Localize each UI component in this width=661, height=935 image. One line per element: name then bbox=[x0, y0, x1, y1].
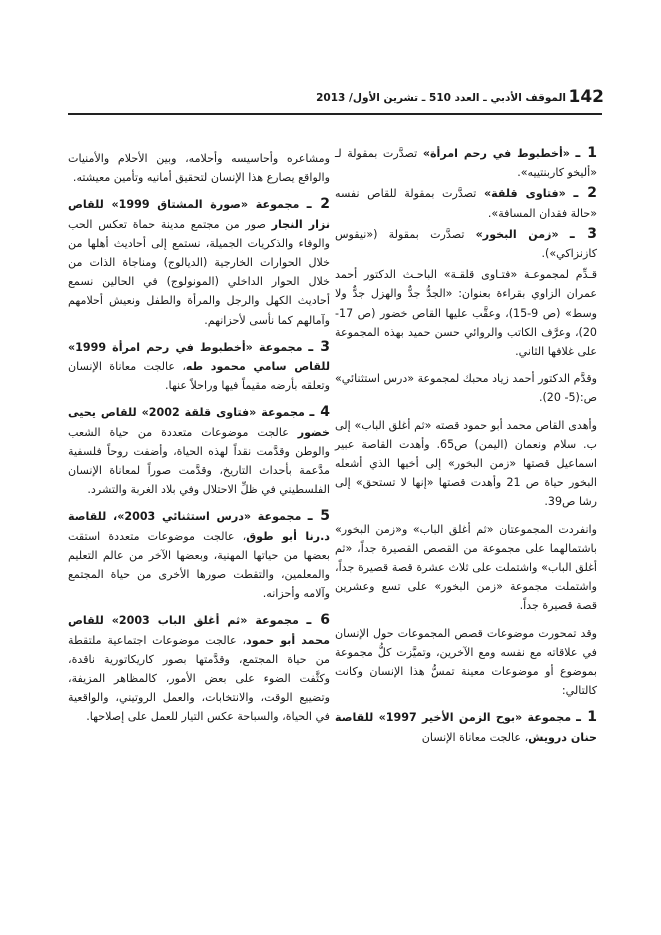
header-rule bbox=[68, 113, 602, 115]
list-item: 3 ـ مجموعة «أخطبوط في رحم امرأة 1999» للقاص سامي محمود طه، عالجت معاناة الإنسان وتعلقه بأرضه مقيماً فيها وراحلاً عنها. bbox=[68, 338, 330, 393]
paragraph: وقدَّم الدكتور أحمد زياد محبك لمجموعة «درس استثنائي» ص:(5- 20). bbox=[335, 372, 597, 405]
list-item: 4 ـ مجموعة «فتاوى قلقة 2002» للقاص يحيى خضور عالجت موضوعات متعددة من حياة الشعب والوطن وقدَّمت نقداً لهذه الحياة، وأضفت روحاً فلسفية مدَّعمة بأحداث التاريخ، وقدَّمت صوراً لمعاناة الإنسان الفلسطيني في ظلِّ الاحتلال وفي بلاد الغربة والتشرد. bbox=[68, 404, 331, 497]
list-item: 6 ـ مجموعة «ثم أغلق الباب 2003» للقاص محمد أبو حمود، عالجت موضوعات اجتماعية ملتقطة من حياة المجتمع، وقدَّمتها بصور كاريكاتورية ناقدة، وكثَّفت الضوء على بعض الأمور، كالمظاهر المزيفة، وتضييع الوقت، والانتخابات، والعمل الروتيني، والواقعية في الحياة، والسباحة عكس التيار للعمل على إصلاحها. bbox=[68, 612, 331, 724]
list-item: 2 ـ مجموعة «صورة المشتاق 1999» للقاص نزار النجار صور من مجتمع مدينة حماة تعكس الحب والوفاء والذكريات الجميلة، نستمع إلى أحاديث أهلها من خلال الحوارات الخارجية (الديالوج) ومناجاة الذات من خلال الحوار الداخلي (المونولوج) في الحالين نسمع أحاديث الكهل والرجل والمرأة والطفل ونعيش أحلامهم وآمالهم كما نأسى لأحزانهم. bbox=[68, 196, 330, 327]
list-item: 1 ـ «أخطبوط في رحم امرأة» تصدَّرت بمقولة لـ «أليخو كاربنتييه». bbox=[335, 145, 597, 180]
right-column bbox=[335, 144, 597, 755]
paragraph: وأهدى القاص محمد أبو حمود قصته «ثم أغلق الباب» إلى ب. سلام ونعمان (اليمن) ص65. وأهدت القاصة عبير اسماعيل قصتها «زمن البخور» إلى أخيها الذي أشعله البخور حياة ص 21 وأهدت قصتها «إنها لا تستحق» إلى رشا ص39. bbox=[335, 418, 598, 509]
left-column bbox=[68, 149, 330, 735]
paragraph: ومشاعره وأحاسيسه وأحلامه، وبين الأحلام والأمنيات والواقع يصارع هذا الإنسان لتحقيق أمانيه وتأمين معيشته. bbox=[68, 152, 330, 185]
list-item: 1 ـ مجموعة «بوح الزمن الأخير 1997» للقاصة حنان درويش، عالجت معاناة الإنسان bbox=[335, 709, 597, 744]
page-number: 142 bbox=[568, 87, 604, 107]
paragraph: قـدِّم لمجموعـة «فتـاوى قلقـة» الباحـث الدكتور أحمد عمران الزاوي بقراءة بعنوان: «الجدُّ جدٌّ والهزل جدٌّ ولا وسط» (ص 9-15)، وعقَّب عليها القاص خضور (ص 17-20)، وعرَّف الكاتب والروائي حسن حميد بهذه المجموعة على غلافها الثاني. bbox=[335, 268, 598, 359]
page-header bbox=[318, 86, 604, 110]
list-item: 2 ـ «فتاوى قلقة» تصدَّرت بمقولة للقاص نفسه «حالة فقدان المسافة». bbox=[335, 185, 597, 220]
paragraph: وانفردت المجموعتان «ثم أغلق الباب» و«زمن البخور» باشتمالهما على مجموعة من القصص القصيرة جداً، «ثم أغلق الباب» واشتملت على ثلاث عشرة قصة قصيرة جداً، واشتملت مجموعة «زمن البخور» على تسع وعشرين قصة قصيرة جداً. bbox=[335, 522, 597, 613]
list-item: 3 ـ «زمن البخور» تصدَّرت بمقولة («نيقوس كازنزاكي»). bbox=[335, 225, 597, 261]
paragraph: وقد تمحورت موضوعات قصص المجموعات حول الإنسان في علاقاته مع نفسه ومع الآخرين، وتميَّزت كلُّ مجموعة بموضوع أو موضوعات معينة تمسُّ هذا الإنسان وكانت كالتالي: bbox=[335, 626, 597, 698]
running-head: الموقف الأدبي ـ العدد 510 ـ تشرين الأول/ 2013 bbox=[316, 92, 566, 104]
list-item: 5 ـ مجموعة «درس استثنائي 2003»، للقاصة د.رنا أبو طوق، عالجت موضوعات متعددة استقت بعضها من حياتها المهنية، وبعضها الآخر من عالم التعليم والمعلمين، والتقطت صورها الأخرى من حياة المجتمع وآلامه وأحزانه. bbox=[68, 508, 331, 601]
